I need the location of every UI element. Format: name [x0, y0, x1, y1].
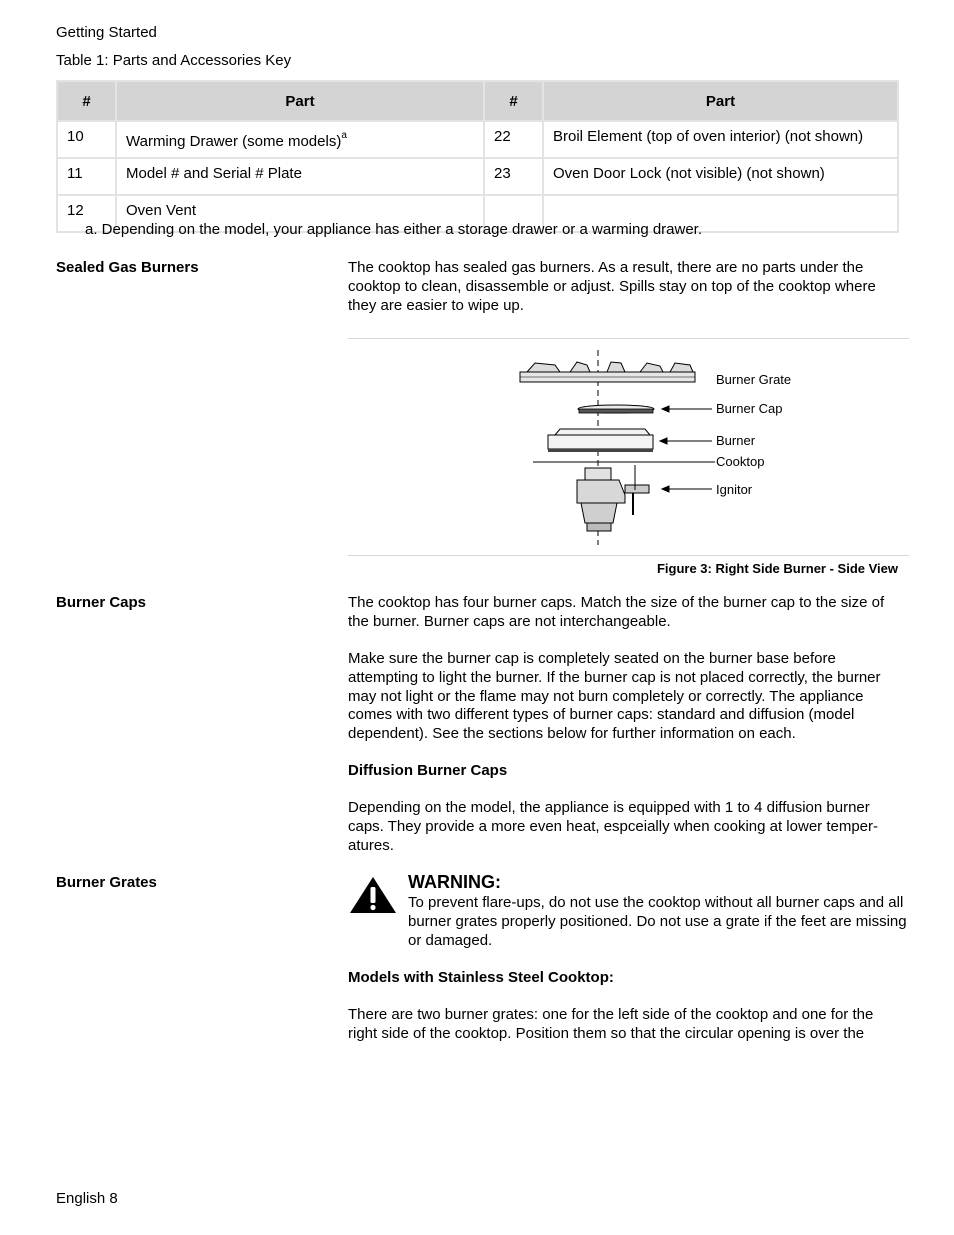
label-burner-cap: Burner Cap — [716, 401, 783, 416]
table-header-row — [57, 81, 898, 121]
column-header-number: # — [484, 81, 543, 121]
subheading-stainless-steel-cooktop: Models with Stainless Steel Cooktop: — [348, 969, 614, 986]
warning-text: To prevent flare-ups, do not use the cooktop without all burner caps and all burner grates properly positioned. Do not use a grate if the feet are missing or damaged. — [408, 894, 907, 949]
label-arrows — [660, 406, 712, 492]
section-heading-burner-grates: Burner Grates — [56, 874, 157, 891]
figure-top-rule — [348, 338, 909, 339]
label-ignitor: Ignitor — [716, 482, 753, 497]
section-heading-burner-caps: Burner Caps — [56, 594, 147, 611]
table-cell: Oven Vent — [116, 195, 484, 232]
label-burner: Burner — [716, 433, 756, 448]
table-cell: 22 — [484, 121, 543, 158]
label-burner-grate: Burner Grate — [716, 372, 792, 387]
burner-shape — [548, 429, 653, 452]
parts-table — [56, 80, 899, 233]
table-row — [57, 158, 898, 195]
column-header-number: # — [57, 81, 116, 121]
table-cell: Broil Element (top of oven interior) (not shown) — [543, 121, 898, 158]
diffusion-caps-paragraph: Depending on the model, the appliance is equipped with 1 to 4 diffusion burner caps. They provide a more even heat, espceially when cooking at lower temper-atures. — [348, 799, 879, 854]
table-cell: 10 — [57, 121, 116, 158]
burner-grate-shape — [520, 362, 695, 382]
burner-caps-paragraph-2: Make sure the burner cap is completely seated on the burner base before attempting to light the burner. If the burner cap is not placed correctly, the burner may not light or the flame may not burn completely or correctly. The appliance comes with two different types of burner caps: standard and diffusion (model dependent). See the sections below for further information on each. — [348, 650, 881, 743]
burner-grates-paragraph: There are two burner grates: one for the left side of the cooktop and one for the right side of the cooktop. Position them so that the circular opening is over the — [348, 1006, 874, 1042]
section-heading-sealed-gas-burners: Sealed Gas Burners — [56, 259, 199, 276]
burner-cap-shape — [578, 405, 654, 413]
sealed-burners-text: The cooktop has sealed gas burners. As a result, there are no parts under the cooktop to clean, disassemble or adjust. Spills stay on top of the cooktop where they are easier to wipe up. — [348, 259, 876, 314]
label-cooktop: Cooktop — [716, 454, 765, 469]
column-header-part: Part — [116, 81, 484, 121]
table-cell — [116, 121, 484, 158]
table-row — [57, 121, 898, 158]
subheading-diffusion-burner-caps: Diffusion Burner Caps — [348, 762, 508, 779]
table-caption: Table 1: Parts and Accessories Key — [56, 52, 292, 69]
footnote-marker: a — [341, 130, 347, 141]
running-header: Getting Started — [56, 24, 157, 41]
figure-caption: Figure 3: Right Side Burner - Side View — [656, 561, 898, 576]
table-cell: 23 — [484, 158, 543, 195]
figure-bottom-rule — [348, 555, 909, 556]
table-footnote: a. Depending on the model, your appliance has either a storage drawer or a warming drawer. — [85, 221, 703, 238]
warning-triangle-icon — [349, 876, 397, 914]
table-cell: 11 — [57, 158, 116, 195]
table-cell: Oven Door Lock (not visible) (not shown) — [543, 158, 898, 195]
column-header-part: Part — [543, 81, 898, 121]
table-cell: Model # and Serial # Plate — [116, 158, 484, 195]
table-cell: 12 — [57, 195, 116, 232]
ignitor-assembly-shape — [577, 465, 649, 531]
burner-diagram — [515, 345, 715, 550]
warning-title: WARNING: — [408, 872, 501, 892]
part-name: Warming Drawer (some models) — [126, 133, 342, 150]
page-footer: English 8 — [56, 1190, 118, 1207]
burner-caps-paragraph-1: The cooktop has four burner caps. Match the size of the burner cap to the size of the burner. Burner caps are not interchangeable. — [348, 594, 885, 630]
